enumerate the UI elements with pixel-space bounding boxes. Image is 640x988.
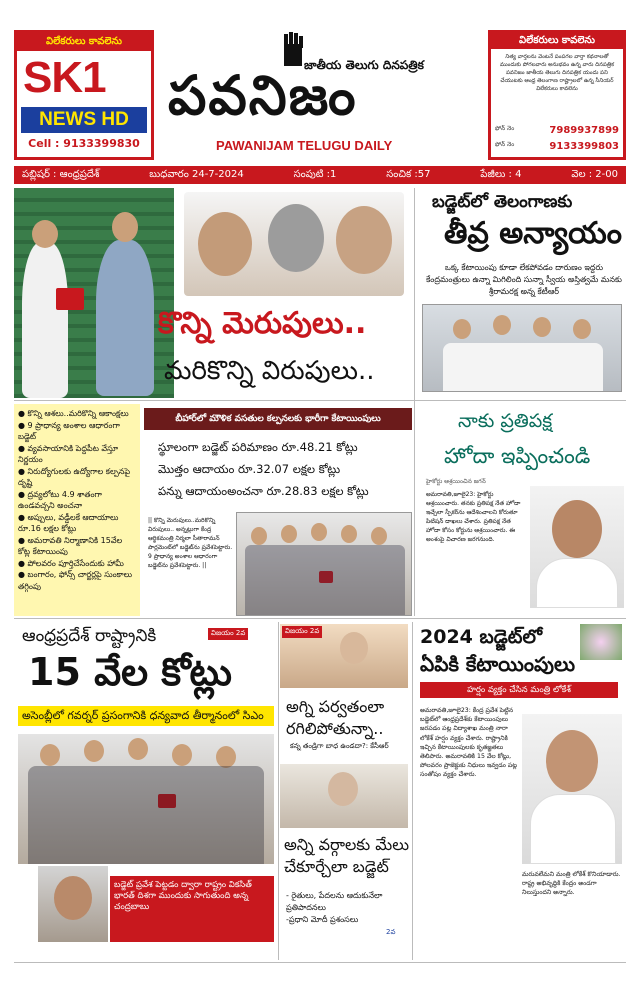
face-shape: [546, 730, 598, 792]
face-shape: [336, 206, 392, 274]
tg-headline-1: బడ్జెట్‌లో తెలంగాణకు: [432, 192, 573, 212]
face-shape: [84, 740, 104, 762]
face-shape: [552, 500, 602, 558]
face-shape: [216, 746, 236, 768]
column-divider: [414, 188, 415, 616]
row-divider: [14, 962, 626, 963]
ad-phone-row-2: [495, 141, 619, 152]
alloc-headline-2: ఏపికి కేటాయింపులు: [420, 652, 576, 676]
lotus-buddha-photo: [580, 624, 622, 660]
kcr-page-tag: విజయం 2వ: [282, 626, 322, 638]
logo-news-hd: NEWS HD: [21, 107, 147, 133]
ap-funds-story: [14, 622, 276, 960]
list-item: ● అమరావతి నిర్మాణానికి 15వేల కోట్ల కేటాయింపు: [18, 535, 123, 556]
list-item: ● ద్రవ్యలోటు 4.9 శాతంగా ఉండవచ్చని అంచనా: [18, 489, 102, 510]
list-item: - రైతులు, పేదలను ఆదుకునేలా ప్రతిపాదనలు: [286, 891, 383, 912]
issue-date: బుధవారం 24-7-2024: [149, 169, 244, 180]
ad-phone-number: 7989937899: [549, 125, 619, 136]
group-figures: [245, 545, 405, 615]
lead-headline-2: మరికొన్ని విరుపులు..: [164, 356, 375, 386]
reporters-wanted-ad: [488, 30, 626, 160]
budget-tablet-icon: [56, 288, 84, 310]
column-divider: [412, 622, 413, 960]
opposition-status-story: [418, 404, 626, 616]
budget-welfare-headline: అన్ని వర్గాలకు మేలు చేకూర్చేలా బడ్జెట్: [284, 835, 410, 876]
list-item: ● 9 ప్రాధాన్య అంశాల ఆధారంగా బడ్జెట్: [18, 420, 120, 441]
minister-figure: [96, 240, 154, 396]
newspaper-title: [164, 30, 484, 160]
ad-body-text: నిత్య వార్తలను వెంటనే పంపగల వార్తా కథనాలతో ముందుకు పోగలవారు అనుభవం ఉన్న వారు దినపత్రిక పవనిజం జాతీయ తెలుగు దినపత్రిక యందు పని చేయుటకు ఆంధ్ర తెలంగాణ రాష్ట్రాలలో ఉన్న సీనియర్ విలేకరులు కావలెను: [499, 54, 615, 92]
total-revenue-line: మొత్తం ఆదాయం రూ.32.07 లక్షల కోట్లు: [158, 462, 341, 476]
face-shape: [251, 527, 267, 545]
lead-headline-1: కొన్ని మెరుపులు..: [158, 306, 367, 341]
ap-headline-2: 15 వేల కోట్లు: [28, 650, 232, 694]
budget-figures: [144, 408, 412, 616]
face-shape: [32, 220, 58, 248]
shirt-shape: [536, 558, 618, 608]
ap-headline-1: ఆంధ్రప్రదేశ్ రాష్ట్రానికి: [22, 626, 157, 646]
opp-headline-1: నాకు ప్రతిపక్ష: [458, 410, 553, 432]
tax-revenue-line: పన్ను ఆదాయంఅంచనా రూ.28.83 లక్షల కోట్లు: [158, 484, 369, 498]
budget-team-photo: [18, 734, 274, 864]
face-shape: [268, 204, 324, 272]
ktr-press-meet-photo: [422, 304, 622, 392]
shirt-shape: [530, 794, 616, 864]
volume: సంపుటి :1: [293, 169, 337, 180]
alloc-body-text: అమరావతి,జూలై23: కేంద్ర ప్రవేశ పెట్టిన బడ్జెట్‌లో ఆంధ్రప్రదేశ్‌కు కేటాయింపులు జరపడం పట్ల విద్యాశాఖ మంత్రి నారా లోకేశ్ హర్షం వ్యక్తం చేశారు. రాష్ట్రానికి ఇచ్చిన కేటాయింపులకు కృతజ్ఞతలు తెలిపారు. అమరావతికి 15 వేల కోట్లు, పోలవరం ప్రాజెక్టుకు నిధులు ఇవ్వడం పట్ల సంతోషం వ్యక్తం చేశారు.: [420, 707, 518, 779]
kcr-page-tag-2: 2వ: [386, 928, 396, 936]
ad-phone-label: ఫోన్ నెం: [495, 125, 515, 132]
ap-yellow-strap: అసెంబ్లీలో గవర్నర్ ప్రసంగానికి ధన్యవాద తీర్మానంలో సిఎం: [18, 706, 274, 726]
title-english: PAWANIJAM TELUGU DAILY: [216, 138, 393, 153]
jagan-portrait-photo: [530, 486, 624, 608]
lead-story: [14, 188, 412, 398]
lokesh-portrait-photo: [522, 714, 622, 864]
list-item: ● వ్యవసాయానికి పెద్దపీట వేస్తూ నిర్ణయం: [18, 443, 119, 464]
page-count: పేజీలు : 4: [480, 169, 522, 180]
face-shape: [311, 523, 327, 541]
title-tagline: జాతీయ తెలుగు దినపత్రిక: [304, 58, 424, 72]
sk1-news-logo: [14, 30, 154, 160]
list-item: ● పోలవరం పూర్తిచేసేందుకు హామీ: [18, 558, 124, 568]
bihar-allocation-bar: బీహార్‌లో మౌళిక వసతుల కల్పనలకు భారీగా కేటాయింపులు: [144, 408, 412, 430]
group-figures: [443, 343, 603, 391]
kcr-headline: అగ్ని పర్వతంలా రగిలిపోతున్నా..: [286, 697, 385, 738]
telangana-story: [418, 188, 626, 398]
column-divider: [278, 622, 279, 960]
face-shape: [112, 212, 138, 242]
finance-team-photo: [236, 512, 412, 616]
face-shape: [281, 525, 297, 543]
kcr-column: [280, 622, 410, 960]
face-shape: [340, 632, 368, 664]
logo-brand: SK1: [23, 53, 106, 102]
face-shape: [573, 319, 591, 339]
opp-headline-2: హోదా ఇప్పించండి: [444, 444, 591, 468]
face-shape: [40, 744, 60, 766]
list-item: ● బంగారం, ఫోన్స్ చార్జర్లపై సుంకాలు తగ్గింపు: [18, 570, 133, 591]
kcr-subhead: కన్న తండ్రిగా బాధ ఉండదా?: కేసీఆర్: [290, 742, 389, 750]
alloc-red-strap: హర్షం వ్యక్తం చేసిన మంత్రి లోకేశ్: [420, 682, 618, 698]
row-divider: [14, 618, 626, 619]
face-shape: [172, 744, 192, 766]
list-item: ● నిరుద్యోగులకు ఉద్యోగాల కల్పనపై దృష్టి: [18, 466, 131, 487]
list-item: ● అప్పులు, వడ్డీలకే ఆదాయాలు రూ.16 లక్షల కోట్లు: [18, 512, 119, 533]
face-shape: [341, 525, 357, 543]
title-main: పవనిజం: [168, 64, 358, 127]
budget-highlights-list: [14, 404, 140, 616]
logo-top-banner: విలేకరులు కావలెను: [17, 33, 151, 51]
ad-phone-row-1: [495, 125, 619, 136]
face-shape: [54, 876, 92, 920]
logo-cell-number: Cell : 9133399830: [28, 137, 140, 150]
alloc-headline-1: 2024 బడ్జెట్‌లో: [420, 626, 543, 648]
face-shape: [493, 315, 511, 335]
list-item: ● కొన్ని ఆశలు..మరికొన్ని ఆకాంక్షలు: [18, 409, 129, 418]
ad-phone-number: 9133399803: [549, 141, 619, 152]
face-shape: [371, 527, 387, 545]
face-shape: [328, 772, 358, 806]
welfare-list: [286, 890, 410, 926]
chandrababu-portrait-photo: [38, 866, 108, 942]
row-divider: [14, 400, 626, 401]
budget-note: || కొన్ని మెరుపులు..మరికొన్ని విరుపులు.. అన్నట్లుగా కేంద్ర ఆర్థికమంత్రి నిర్మలా సీతారామన్ పార్లమెంట్‌లో బడ్జెట్‌ను ప్రవేశపెట్టారు. 9 ప్రాధాన్య అంశాల ఆధారంగా బడ్జెట్‌ను ప్రవేశపెట్టారు. ||: [148, 517, 233, 569]
ad-phone-label: ఫోన్ నెం: [495, 141, 515, 148]
alloc-body-text-2: మరువలేమని మంత్రి లోకేశ్ కొనియాడారు. రాష్ట్ర అభివృద్ధికి కేంద్రం అండగా నిలుస్తుందని అన్నారు.: [522, 871, 621, 897]
issue-number: సంచిక :57: [386, 169, 431, 180]
ap-red-callout: బడ్జెట్ ప్రవేశ పెట్టడం ద్వారా రాష్ట్రం వికసిత్ భారత్ దిశగా ముందుకు సాగుతుంది అన్న చంద్రబాబు: [110, 876, 274, 942]
modi-photo: [280, 764, 408, 828]
price: వెల : 2-00: [571, 169, 618, 180]
list-item: -ప్రధాని మోదీ ప్రశంసలు: [286, 915, 359, 924]
ap-page-tag: విజయం 2వ: [208, 628, 248, 640]
budget-size-line: స్థూలంగా బడ్జెట్ పరిమాణం రూ.48.21 కోట్లు: [158, 440, 358, 454]
face-shape: [453, 319, 471, 339]
masthead: [14, 22, 626, 162]
ap-allocations-story: [414, 622, 626, 960]
tg-headline-2: తీవ్ర అన్యాయం: [444, 216, 622, 251]
face-shape: [533, 317, 551, 337]
face-shape: [198, 212, 252, 276]
publisher: పబ్లిషర్ : ఆంధ్రప్రదేశ్: [22, 169, 100, 180]
group-figures: [28, 766, 264, 864]
opp-body-text: అమరావతి,జూలై23: హైకోర్టు ఆశ్రయించారు. తనకు ప్రతిపక్ష నేత హోదా ఇచ్చేలా స్పీకర్‌ను ఆదేశించాలని కోరుతూ పిటిషన్ దాఖలు చేశారు. ప్రతిపక్ష నేత హోదా కోసం కోర్టును ఆశ్రయించారు. ఈ అంశంపై విచారణ జరగనుంది.: [426, 491, 521, 543]
face-shape: [128, 738, 148, 760]
date-bar: [14, 166, 626, 184]
nirmala-figure: [22, 242, 68, 398]
opp-byline: హైకోర్టు ఆశ్రయించిన జగన్: [426, 478, 486, 485]
ad-heading: విలేకరులు కావలెను: [491, 33, 623, 49]
tg-subhead: ఒక్క కేటాయింపు కూడా లేకపోవడం దారుణం ఇద్దరు కేంద్రమంత్రులు ఉన్నా మిగిలింది సున్నా స్వీయ అస్తిత్వమే మనకు శ్రీరామరక్ష అన్న కేటీఆర్: [426, 263, 622, 296]
